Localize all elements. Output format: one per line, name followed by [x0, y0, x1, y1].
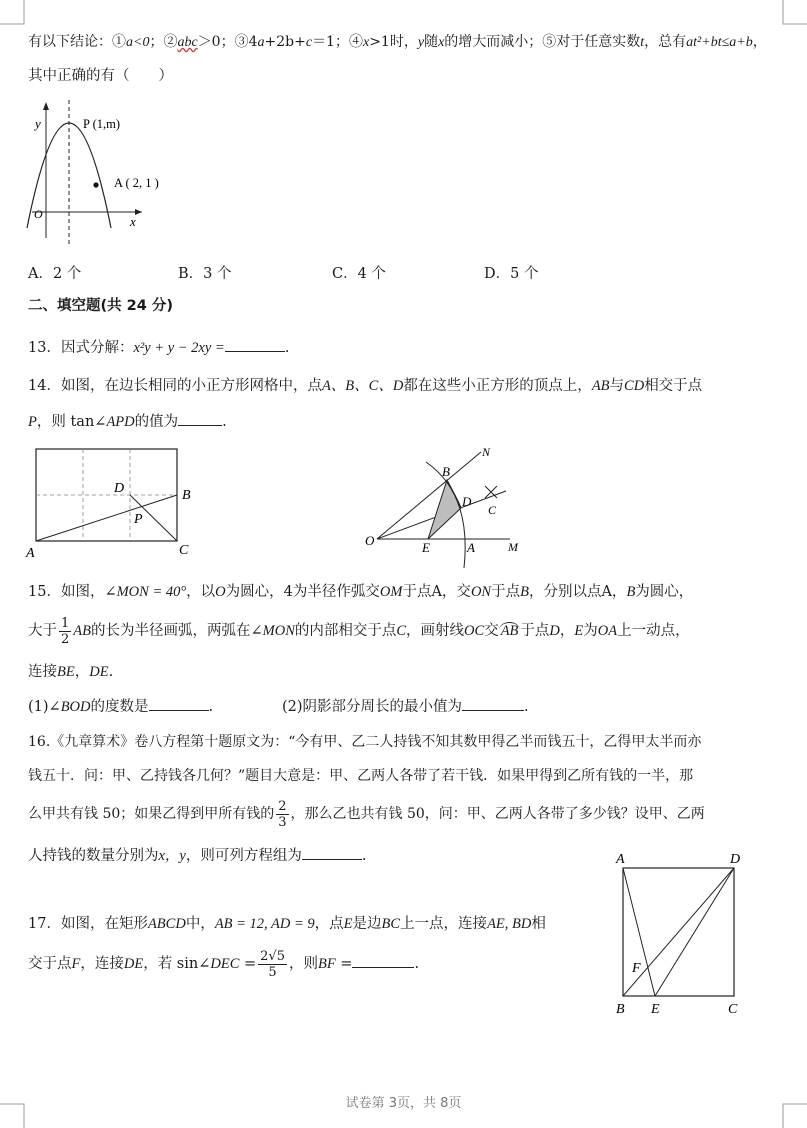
q15-line1: 15．如图，∠MON = 40°，以O为圆心，4为半径作弧交OM于点A，交ON于点B，分别以点A，B为圆心，	[28, 584, 694, 600]
rect-label-d: D	[730, 852, 741, 867]
fig15-label-d: D	[462, 494, 472, 509]
q12-option-b: B．3 个	[178, 266, 232, 282]
rect-label-e: E	[651, 1002, 660, 1017]
graph-p-label: P (1,m)	[83, 117, 121, 131]
q12-option-c: C．4 个	[332, 266, 386, 282]
graph-x-label: x	[130, 214, 136, 229]
q14-line2: P，则 tan∠APD的值为 .	[28, 411, 227, 432]
corner-mark-top-right	[777, 0, 807, 30]
q14-line1: 14．如图，在边长相同的小正方形网格中，点A、B、C、D都在这些小正方形的顶点上，AB与CD相交于点	[28, 378, 703, 394]
grid-figure	[26, 444, 206, 564]
parabola-graph	[24, 98, 184, 248]
fig15-label-c: C	[488, 503, 497, 517]
fig15-label-e: E	[422, 540, 430, 555]
q15-line3: 连接BE，DE.	[28, 664, 114, 680]
graph-a-label: A ( 2, 1 )	[114, 176, 159, 190]
rect-label-c: C	[728, 1002, 738, 1017]
arc-ab: AB	[500, 623, 519, 639]
q16-line1: 16.《九章算术》卷八方程第十题原文为：“今有甲、乙二人持钱不知其数甲得乙半而钱五十，乙得甲太半而亦	[28, 734, 702, 750]
corner-mark-top-left	[0, 0, 30, 30]
rectangle-figure	[606, 848, 766, 1020]
grid-label-p: P	[134, 512, 143, 527]
fig15-label-a: A	[467, 540, 475, 555]
q15-line2: 大于 $\frac{1}{2}$ AB的长为半径画弧，两弧在∠MON的内部相交于点C，画射线OC交 AB 于点D，E为OA上一动点，	[28, 615, 690, 647]
q15-part1-blank[interactable]	[149, 696, 209, 711]
rect-label-b: B	[616, 1002, 625, 1017]
q12-line1: 有以下结论：①a<0；②abc＞0；③4a+2b+c＝1；④x>1时，y随x的增大而减小；⑤对于任意实数t，总有at²+bt≤a+b，	[28, 34, 767, 50]
q16-line3: 么甲共有钱 50；如果乙得到甲所有钱的 $\frac{2}{3}$ ，那么乙也共有钱 50，问：甲、乙两人各带了多少钱？设甲、乙两	[28, 798, 705, 830]
fig15-label-o: O	[365, 533, 375, 548]
q13-answer-blank[interactable]	[225, 337, 285, 352]
rect-label-a: A	[616, 852, 625, 867]
graph-y-label: y	[35, 116, 41, 131]
q15-part1: (1)∠BOD的度数是 .	[28, 696, 213, 717]
q15-part2: (2)阴影部分周长的最小值为 .	[282, 696, 529, 717]
page-footer: 试卷第 3页，共 8页	[345, 1096, 462, 1111]
graph-origin-label: O	[34, 207, 43, 221]
fig15-label-b: B	[442, 464, 450, 479]
grid-label-c: C	[179, 543, 189, 558]
q12-option-a: A．2 个	[28, 266, 82, 282]
q14-answer-blank[interactable]	[178, 411, 222, 426]
section-title: 二、填空题(共 24 分)	[28, 298, 174, 314]
q12-option-d: D．5 个	[484, 266, 539, 282]
grid-label-b: B	[182, 488, 191, 503]
rect-label-f: F	[632, 961, 641, 976]
q15-part2-blank[interactable]	[462, 696, 524, 711]
q17-answer-blank[interactable]	[352, 953, 414, 968]
q16-line2: 钱五十．问：甲、乙持钱各几何？”题目大意是：甲、乙两人各带了若干钱．如果甲得到乙所有钱的一半，那	[28, 768, 694, 784]
q16-fraction: $\frac{2}{3}$	[278, 798, 287, 830]
q16-answer-blank[interactable]	[302, 845, 362, 860]
grid-label-a: A	[26, 546, 35, 561]
q16-line4: 人持钱的数量分别为x，y，则可列方程组为 .	[28, 845, 366, 866]
q17-line2: 交于点F，连接DE，若 sin∠DEC = $\frac{2√5}{5}$ ，则BF = .	[28, 948, 420, 980]
q12-line2: 其中正确的有（ ）	[28, 68, 173, 84]
q17-sin-fraction: $\frac{2√5}{5}$	[260, 948, 285, 980]
angle-arc-figure	[360, 444, 540, 568]
q13-line: 13．因式分解：x²y + y − 2xy = .	[28, 337, 289, 358]
q17-line1: 17．如图，在矩形ABCD中，AB = 12, AD = 9，点E是边BC上一点，连接AE, BD相	[28, 916, 546, 932]
fig15-label-m: M	[508, 540, 518, 554]
q15-half-fraction: $\frac{1}{2}$	[61, 615, 70, 647]
grid-label-d: D	[114, 481, 125, 496]
fig15-label-n: N	[482, 445, 491, 459]
